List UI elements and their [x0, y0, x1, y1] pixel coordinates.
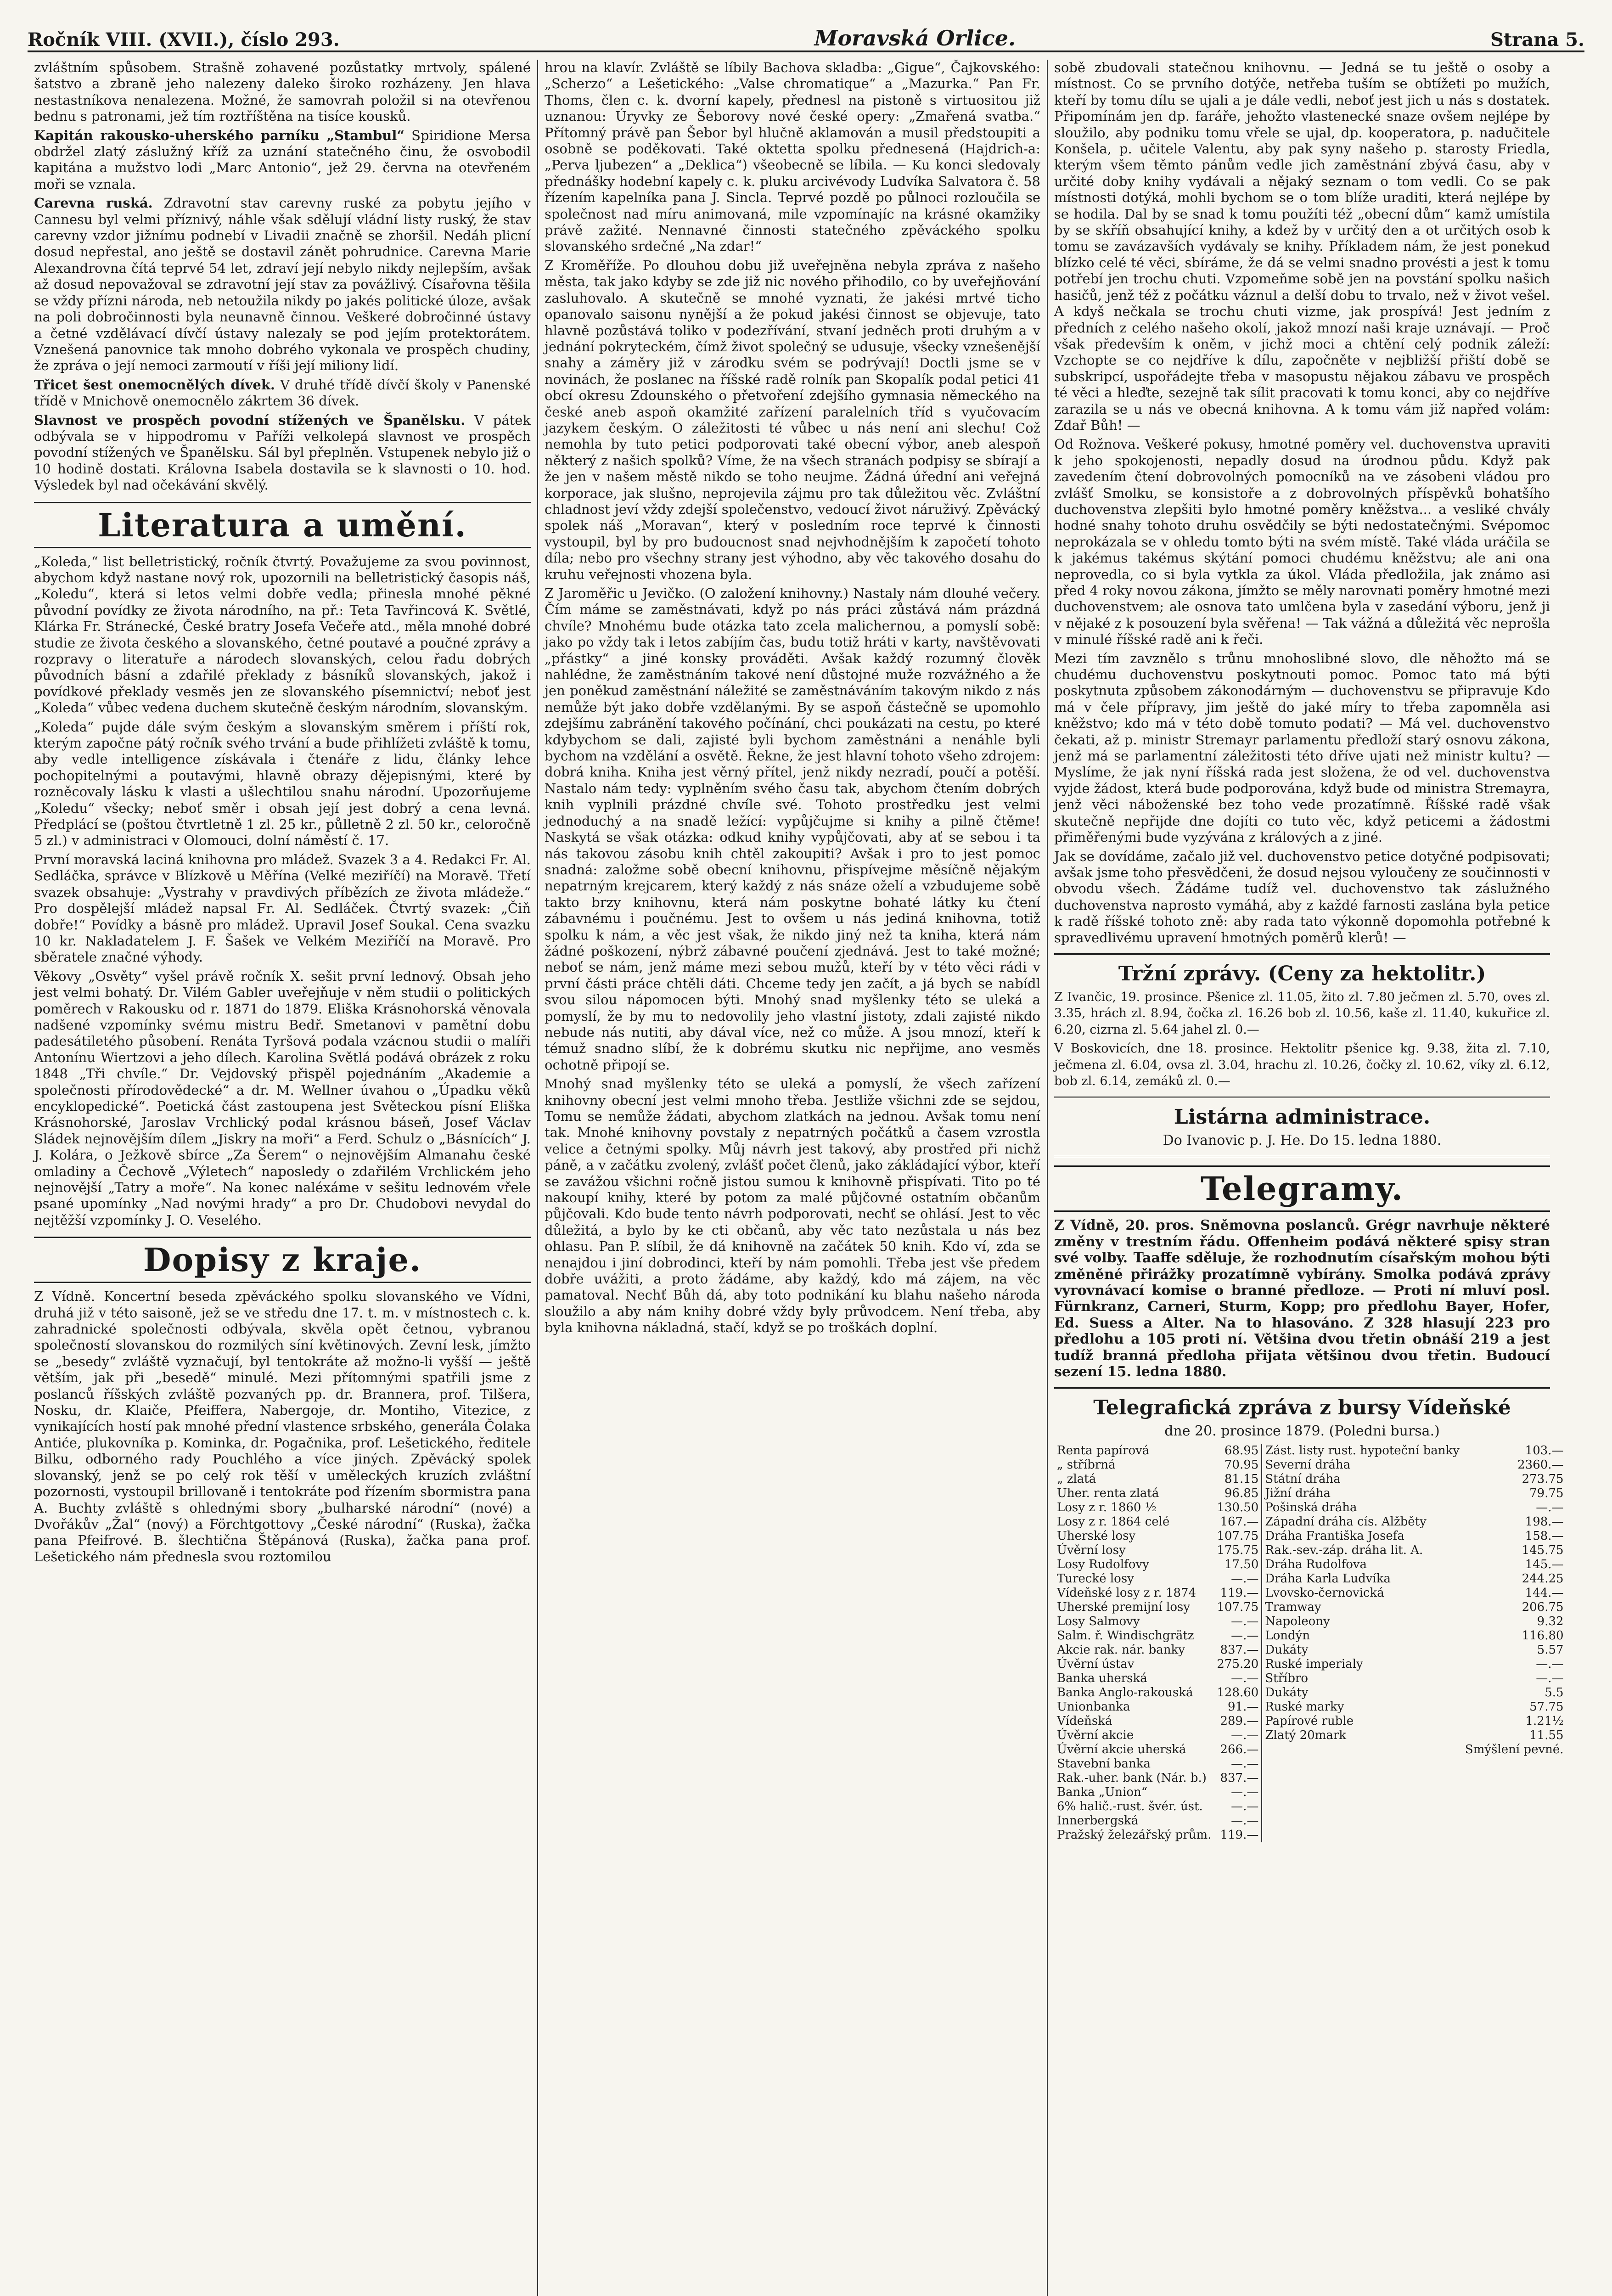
article-tricet	[34, 377, 531, 410]
bourse-left-value: —.—	[1231, 1728, 1259, 1743]
bourse-row	[1054, 1486, 1567, 1501]
bourse-right-value: 144.—	[1525, 1586, 1564, 1600]
bourse-row	[1054, 1757, 1567, 1771]
bourse-row	[1054, 1714, 1567, 1728]
bourse-row	[1054, 1629, 1567, 1643]
bourse-left-name: Rak.-uher. bank (Nár. b.)	[1057, 1771, 1207, 1785]
bourse-right-value: 103.—	[1525, 1444, 1564, 1458]
bourse-right-value: 273.75	[1522, 1472, 1564, 1486]
bourse-row	[1054, 1814, 1567, 1828]
header-issue: Ročník VIII. (XVII.), číslo 293.	[28, 29, 340, 51]
article-text: sobě zbudovali statečnou knihovnu. — Jedná se tu ještě o osoby a místnost. Co se prvního dotýče, netřeba tuším se obtížeti po mužích, kteří by tomu dílu se ujali a je dále vedli, neboť jest jich u nás s dostatek. Připomínám jen dp. faráře, jehožto vlastenecké snaze ovšem nejlépe by sloužilo, aby podniku tomu vřele se ujal, dp. kooperatora, p. nadučitele Konšela, p. učitele Valentu, aby pak syny našeho p. starosty Friedla, kterým všem těmto pánům vedle jich zaměstnání zbývá času, aby v určité doby knihy vydávali a nějaký seznam o tom vedli. Co se pak místnosti dotýká, mohli bychom se o tom blíže uraditi, která nejlépe by se hodila. Dal by se snad k tomu použíti též „obecní dům“ kamž umístila by se skříň obsahující knihy, a kdež by v určitý den a ot určitých osob k tomu se zavázavších vydávaly se knihy. Příkladem nám, že jest ponekud blízko celé té věci, sbíráme, že dá se velmi snadno provésti a jest k tomu potřebí jen trochu chuti. Vzpomeňme sobě jen na povstání spolku našich hasičů, jenž též z počátku váznul a delší dobu to trvalo, než v život vešel. A kdyš nečkala se trochu chuti vizme, jak prospívá! Jest jedním z předních z celého našeho okolí, jakož mnozí naši kraje uznávají. — Proč však především k oněm, v jichž moci a chtění celý podnik záleží: Vzchopte se co nejdříve k dílu, započněte v nejbližší přiští době se subskripcí, uspořádejte třeba v masopustu nějakou zábavu ve prospěch té věci a hleďte, sezejně tak sílit pracovati k tomu konci, aby co nejdříve zarazila se u nás ve obecná knihovna. A k tomu vám již napřed volám: Zdař Bůh! —	[1054, 60, 1550, 433]
bourse-left-value: —.—	[1231, 1757, 1259, 1771]
bourse-left-value: 130.50	[1217, 1501, 1259, 1515]
bourse-left-value: 119.—	[1220, 1828, 1259, 1842]
bourse-row	[1054, 1671, 1567, 1686]
bourse-left-value: —.—	[1231, 1814, 1259, 1828]
bourse-left-name: Banka „Union“	[1057, 1785, 1148, 1800]
bourse-left-name: Vídeňská	[1057, 1714, 1112, 1728]
bourse-right-value: 145.75	[1522, 1543, 1564, 1558]
page-header	[28, 18, 1584, 52]
bourse-left-name: Úvěrní ústav	[1057, 1657, 1135, 1671]
bourse-right-name: Západní dráha cís. Alžběty	[1262, 1515, 1462, 1529]
column-2	[537, 60, 1047, 2296]
bourse-left-value: 128.60	[1217, 1686, 1259, 1700]
bourse-right-name: Lvovsko-černovická	[1262, 1586, 1462, 1600]
bourse-row	[1054, 1572, 1567, 1586]
article-text: Jak se dovídáme, začalo již vel. duchovenstvo petice dotyčné podpisovati; avšak jsme toho přesvědčeni, že dosud nejsou vyloučeny ze součinnosti v obvodu všech. Žádáme tudíž vel. duchovenstvo tak záslužného duchovenstva naprosto vymáhá, aby z každé farnosti zaslána byla petice k radě říšské tohoto zně: aby rada tato výkonně dopomohla potřebné k spravedlivému upravení hmotných poměrů klerů! —	[1054, 848, 1550, 945]
bourse-right-name: Ruské marky	[1262, 1700, 1462, 1714]
bourse-row	[1054, 1472, 1567, 1486]
admin-text: Do Ivanovic p. J. He. Do 15. ledna 1880.	[1163, 1132, 1442, 1149]
bourse-left-value: —.—	[1231, 1629, 1259, 1643]
bourse-right-name: Dukáty	[1262, 1643, 1462, 1657]
bourse-left-value: 81.15	[1224, 1472, 1259, 1486]
column-1	[28, 60, 537, 2296]
bourse-left-name: Losy Salmovy	[1057, 1615, 1140, 1629]
market-reports	[1054, 989, 1550, 1089]
bourse-right-name	[1262, 1800, 1462, 1814]
bourse-right-name: Státní dráha	[1262, 1472, 1462, 1486]
bourse-right-name: Dráha Rudolfova	[1262, 1558, 1462, 1572]
page-number: Strana 5.	[1490, 29, 1584, 51]
bourse-right-value: —.—	[1536, 1671, 1564, 1686]
bourse-subtitle: dne 20. prosince 1879. (Poledni bursa.)	[1164, 1423, 1440, 1440]
bourse-right-value: 79.75	[1529, 1486, 1564, 1501]
bourse-right-value: 1.21½	[1525, 1714, 1564, 1728]
bourse-left-value: 266.—	[1220, 1743, 1259, 1757]
bourse-left-name: Unionbanka	[1057, 1700, 1130, 1714]
bourse-row	[1054, 1529, 1567, 1543]
bourse-right-name	[1262, 1757, 1462, 1771]
bourse-right-value: 5.5	[1545, 1686, 1564, 1700]
bourse-left-name: 6% halič.-rust. švér. úst.	[1057, 1800, 1203, 1814]
bourse-left-name: Úvěrní losy	[1057, 1543, 1126, 1558]
divider	[1054, 953, 1550, 955]
bourse-left-value: —.—	[1231, 1785, 1259, 1800]
bourse-left-value: 91.—	[1228, 1700, 1259, 1714]
article-carevna	[34, 195, 531, 374]
bourse-row	[1054, 1501, 1567, 1515]
bourse-right-name: Papírové ruble	[1262, 1714, 1462, 1728]
masthead-title: Moravská Orlice.	[814, 26, 1016, 51]
bourse-row	[1054, 1615, 1567, 1629]
bourse-right-value: 116.80	[1522, 1629, 1564, 1643]
article-body: V pátek odbývala se v hippodromu v Paříži velkolepá slavnost ve prospěch povodní stížených ve Španělsku. Sál byl přeplněn. Vstupenek nebylo již o 10 hodině dostati. Královna Isabela dostavila se k slavnosti o 10. hod. Výsledek byl nad očekávání skvělý.	[34, 412, 531, 493]
article-heading: Třicet šest onemocnělých dívek.	[34, 377, 275, 393]
bourse-left-name: Pražský železářský prům.	[1057, 1828, 1212, 1842]
bourse-title: Telegrafická zpráva z bursy Vídeňské	[1093, 1396, 1511, 1420]
newspaper-page	[28, 18, 1584, 2296]
bourse-right-value	[1462, 1800, 1567, 1814]
bourse-right-name: Napoleony	[1262, 1615, 1462, 1629]
bourse-right-name: Dráha Karla Ludvíka	[1262, 1572, 1462, 1586]
bourse-right-value: 11.55	[1529, 1728, 1564, 1743]
bourse-left-name: Turecké losy	[1057, 1572, 1134, 1586]
market-boskovice: V Boskovicích, dne 18. prosince. Hektolitr pšenice kg. 9.38, žita zl. 7.10, ječmena zl. 6.04, ovsa zl. 3.04, hrachu zl. 10.26, čočky zl. 10.62, víky zl. 6.12, bob zl. 6.14, zemáků zl. 0.—	[1054, 1041, 1550, 1088]
bourse-right-value	[1462, 1814, 1567, 1828]
bourse-right-value: 9.32	[1537, 1615, 1564, 1629]
bourse-right-name	[1262, 1814, 1462, 1828]
article-roznov: Od Rožnova. Veškeré pokusy, hmotné poměry vel. duchovenstva upraviti k jeho spokojenosti, nepadly dosud na úrodnou půdu. Když pak zavedením čtení dobrovolných pomocníků na ve zásobeni vládou pro zvlášť Smolku, se konsistoře a z dobrovolných příspěvků bohatšího duchovenstva zlepšiti bylo hmotné poměry kněžstva... a vesliké chvály hodné snahy tohoto druhu osvědčily se býti nedostatečnými. Svépomoc neprokázala se v ohledu tomto býti na svém místě. Také vláda uráčila se k jakémus takémus skýtání pomoci chudému kněžstvu; ale ani ona neprovedla, co si byla vytkla za úkol. Vláda předložila, jak známo asi před 4 roky novou zákona, jímžto se měly narovnati poměry hmotné mezi duchovenstvem; ale osnova tato umlčena byla v zasedání výboru, jenž ji v nějaké z k posouzení byla svěřena! — Tak vážná a důležitá věc neprošla v minulé říšské radě ani k řeči.	[1054, 436, 1550, 647]
bourse-left-name: Losy z r. 1864 celé	[1057, 1515, 1170, 1529]
article-heading: Slavnost ve prospěch povodní stížených ve Španělsku.	[34, 412, 466, 428]
bourse-left-name: Banka Anglo-rakouská	[1057, 1686, 1193, 1700]
bourse-right-name: Dukáty	[1262, 1686, 1462, 1700]
article-text: Mnohý snad myšlenky této se uleká a pomyslí, že všech zařízení knihovny obecní jest velmi mnoho třeba. Jestliže všichni zde se sejdou, Tomu se nemůže žádati, abychom zlatkách na jednou. Avšak tomu není tak. Mnohé knihovny povstaly z nepatrných počátků a časem vzrostla velice a četnými spolky. Můj návrh jest takový, aby prostřed při nichž páně, a v začátku zvolený, zvlášť počet členů, jako zákládající výbor, kteří se zavážou všichni ročně jistou sumou k knihovně přispívati. Tito po té nakoupí knihy, které by potom za malé půjčovné ostatním občanům půjčovali. Kdo bude tento návrh podporovati, nechť se ohlásí. Jest to věc důležitá, a bylo by ke cti občanů, aby věc tato nezůstala u nás bez ohlasu. Pan P. slíbil, že dá knihovně na začátek 50 knih. Kdo ví, zda se nenajdou i jiní dobrodinci, kteří by nám pomohli. Třeba jest vše předem dobře uvážiti, a proto žádáme, aby každý, kdo má zájem, na věc pamatoval. Nechť Bůh dá, aby toto podnikání ku blahu našeho národa sloužilo a aby nám knihy dobré vždy byly průvodcem. Není třeba, aby byla knihovna nákladná, stačí, když se po troškách doplní.	[545, 1076, 1040, 1336]
bourse-left-name: Salm. ř. Windischgrätz	[1057, 1629, 1194, 1643]
bourse-right-name: Jižní dráha	[1262, 1486, 1462, 1501]
bourse-left-name: Uherské premijní losy	[1057, 1600, 1191, 1615]
bourse-right-value: 145.—	[1525, 1558, 1564, 1572]
bourse-right-value: 158.—	[1525, 1529, 1564, 1543]
bourse-row	[1054, 1444, 1567, 1458]
bourse-left-name: Losy z r. 1860 ½	[1057, 1501, 1157, 1515]
bourse-right-name: Zást. listy rust. hypoteční banky	[1262, 1444, 1462, 1458]
bourse-left-value: 17.50	[1224, 1558, 1259, 1572]
bourse-right-value	[1462, 1757, 1567, 1771]
bourse-left-value: 167.—	[1220, 1515, 1259, 1529]
bourse-left-value: 289.—	[1220, 1714, 1259, 1728]
article-body: Spiridione Mersa obdržel zlatý záslužný kříž za uznání statečného činu, že osvobodil kapitána a mužstvo lodi „Marc Antonio“, jež 29. června na otevřeném moři se vznala.	[34, 127, 531, 192]
bourse-left-name: Renta papírová	[1057, 1444, 1150, 1458]
bourse-right-name: Zlatý 20mark	[1262, 1728, 1462, 1743]
bourse-left-name: „ stříbrná	[1057, 1458, 1116, 1472]
literatura-text: „Koleda“ pujde dále svým českým a slovanským směrem i příští rok, kterým započne pátý ročník svého trvání a bude přihlížeti zvláště k tomu, aby vedle intelligence získávala i čtenáře z lidu, články lehce pochopitelnými a poutavými, hlavně obrazy dějepisnými, které by rozněcovaly lásku k vlasti a ušlechtilou snahu národní. Upozorňujeme „Koledu“ všecky; neboť směr i obsah její jest dobrý a cena levná. Předplácí se (poštou čtvrtletně 1 zl. 25 kr., půlletně 2 zl. 50 kr., celoročně 5 zl.) v administraci v Olomouci, dolní náměstí č. 17.	[34, 719, 531, 849]
bourse-left-value: 175.75	[1217, 1543, 1259, 1558]
bourse-right-value	[1462, 1785, 1567, 1800]
bourse-row	[1054, 1771, 1567, 1785]
section-title-dopisy: Dopisy z kraje.	[34, 1237, 531, 1283]
bourse-right-name	[1262, 1771, 1462, 1785]
divider	[1054, 1097, 1550, 1098]
bourse-left-value: 107.75	[1217, 1600, 1259, 1615]
bourse-left-name: Stavební banka	[1057, 1757, 1151, 1771]
bourse-left-value: —.—	[1231, 1671, 1259, 1686]
bourse-right-value: Smýšlení pevné.	[1465, 1743, 1564, 1757]
article-kapitan	[34, 128, 531, 193]
bourse-row	[1054, 1785, 1567, 1800]
bourse-left-value: 837.—	[1220, 1643, 1259, 1657]
bourse-right-name: Ruské imperialy	[1262, 1657, 1462, 1671]
bourse-right-value: 206.75	[1522, 1600, 1564, 1615]
dopisy-text: Z Vídně. Koncertní beseda zpěváckého spolku slovanského ve Vídni, druhá již v této saisoně, jež se ve středu dne 17. t. m. v místnostech c. k. zahradnické společnosti odbývala, skvěla opět četnou, vybranou společností slovanskou do rozmilých síní květinových. Zevní lesk, jímžto se „besedy“ zvláště vyznačují, byl tentokráte až možno-li vyšší — ještě větším, jak při „besedě“ minulé. Mezi přítomnými spatřili jsme z poslanců říšských zvláště pozvaných pp. dr. Brannera, prof. Tilšera, Nosku, dr. Klaiče, Pfeiffera, Nabergoje, dr. Montiho, Vitezice, z vynikajících hostí pak mnohé přední vlastence srbského, generála Čolaka Antiće, plukovníka p. Kominka, dr. Pogačnika, prof. Lešetického, ředitele Bilku, odborného rady Pouchlého a více jiných. Zpěvácký spolek slovanský, jenž se po celý rok těší v uměleckých kruzích zvláštní pozornosti, vystoupil brillovaně i tentokráte pod řízením sbormistra pana A. Buchty zvláště s ohlednými sbory „bulharské národní“ (nové) a Dvořákův „Žal“ (nový) a Förchtgottovy „České národní“ (Ruska), žačka pana Pfeifrové. B. šlechtična Štěpánová (Ruska), žačka pana prof. Lešetického nám přednesla svou roztomilou	[34, 1289, 531, 1564]
market-title: Tržní zprávy. (Ceny za hektolitr.)	[1118, 962, 1486, 985]
bourse-left-name: Uherské losy	[1057, 1529, 1136, 1543]
bourse-right-name: Severní dráha	[1262, 1458, 1462, 1472]
bourse-left-value: 68.95	[1224, 1444, 1259, 1458]
bourse-right-value: 244.25	[1522, 1572, 1564, 1586]
bourse-right-value: 2360.—	[1517, 1458, 1564, 1472]
bourse-left-name: Úvěrní akcie	[1057, 1728, 1134, 1743]
bourse-right-name	[1262, 1785, 1462, 1800]
bourse-right-name: Dráha Františka Josefa	[1262, 1529, 1462, 1543]
bourse-left-value: 70.95	[1224, 1458, 1259, 1472]
bourse-left-name: Losy Rudolfovy	[1057, 1558, 1149, 1572]
article-text: hrou na klavír. Zvláště se líbily Bachova skladba: „Gigue“, Čajkovského: „Scherzo“ a Lešetického: „Valse chromatique“ a „Mazurka.“ Pan Fr. Thoms, člen c. k. dvorní kapely, přednesl na pistoně s virtuositou již uznanou: Úryvky ze Šeborovy nové české opery: „Zmařená svatba.“ Přítomný právě pan Šebor byl hlučně aklamován a musil předstoupiti a osobně se poděkovati. Také oktetta spolku přednesená (Hajdrich-a: „Perva ljubezen“ a „Deklica“) všeobecně se líbila. — Ku konci sledovaly přednášky hodební kapely c. k. pluku arcivévody Ludvíka Salvatora č. 58 řízením kapelníka pana J. Sincla. Teprvé pozdě po půlnoci rozloučila se společnost nad míru animovaná, mile vzpomínajíc na krásné okamžiky právě zažité. Nennavné činnosti statečného zpěváckého spolku slovanského srdečné „Na zdar!“	[545, 60, 1040, 254]
admin-title: Listárna administrace.	[1174, 1105, 1431, 1129]
section-title-literatura: Literatura a umění.	[34, 502, 531, 548]
bourse-row	[1054, 1828, 1567, 1842]
bourse-left-value: —.—	[1231, 1572, 1259, 1586]
telegram-text: Z Vídně, 20. pros. Sněmovna poslanců. Grégr navrhuje některé změny v trestním řádu. Offenheim podává některé spisy stran své volby. Taaffe sděluje, že rozhodnutím císařským mohou býti změněné přirážky prozatímně vybírány. Smolka podává zprávy vyrovnávací komise o branné předloze. — Proti ní mluví posl. Fürnkranz, Carneri, Sturm, Kopp; pro předlohu Bayer, Hofer, Ed. Suess a Alter. Na to hlasováno. Z 328 hlasují 223 pro předlohu a 105 proti ní. Většina dvou třetin obnáší 219 a jest tudíž branná předloha přijata většinou dvou třetin. Budoucí sezení 15. ledna 1880.	[1054, 1217, 1550, 1380]
article-heading: Carevna ruská.	[34, 195, 153, 211]
article-slavnost	[34, 412, 531, 494]
bourse-right-value: —.—	[1536, 1657, 1564, 1671]
divider	[1054, 1387, 1550, 1389]
bourse-left-value: —.—	[1231, 1615, 1259, 1629]
bourse-left-value: 275.20	[1217, 1657, 1259, 1671]
bourse-row	[1054, 1643, 1567, 1657]
bourse-row	[1054, 1558, 1567, 1572]
literatura-text: Věkovy „Osvěty“ vyšel právě ročník X. sešit první lednový. Obsah jeho jest velmi bohatý. Dr. Vilém Gabler uveřejňuje v něm studii o politických poměrech v Rakousku od r. 1871 do 1879. Eliška Krásnohorská věnovala nadšené vzpomínky svému mistru Bedř. Smetanovi v pamětní dobu padesátiletého působení. Renáta Tyršová podala vzácnou studii o malíři Antonínu Wiertzovi a jeho dílech. Karolina Světlá podává obrázek z roku 1848 „Tři chvíle.“ Dr. Vejdovský přispěl pojednáním „Akademie a společnosti přírodovědecké“ a dr. M. Wellner úvahou o „Úpadku věků encyklopedické“. Poetická část zastoupena jest Světeckou písní Eliška Krásnohorské, Jaroslav Vrchlický podal krásnou báseň, Josef Václav Sládek nejnovějším dílem „Jiskry na moři“ a Ferd. Schulz o „Básnících“ J. J. Kolára, o Ježkově sbírce „Za Šerem“ o nejnovějším Almanahu české omladiny a Čechově „Výletech“ naposledy o zdařilém Vrchlickém jeho nejnovější „Tatry a moře“. Na konec naléxáme v sešitu lednovém vřele psané upomínky „Nad novými hrady“ a pro Dr. Chudobovi nevydal do nejtěžší vzpomínky J. O. Veselého.	[34, 968, 531, 1228]
bourse-right-value: 198.—	[1525, 1515, 1564, 1529]
bourse-right-name	[1262, 1743, 1462, 1757]
bourse-right-name: Stříbro	[1262, 1671, 1462, 1686]
bourse-row	[1054, 1700, 1567, 1714]
telegrams-title: Telegramy.	[1054, 1165, 1550, 1212]
bourse-right-name: Rak.-sev.-záp. dráha lit. A.	[1262, 1543, 1462, 1558]
bourse-right-value: 5.57	[1537, 1643, 1564, 1657]
bourse-left-value: 96.85	[1224, 1486, 1259, 1501]
article-text: Mezi tím zavznělo s trůnu mnohoslibné slovo, dle něhožto má se chudému duchovenstvu poskytnouti pomoc. Pomoc tato má býti poskytnuta způsobem zákonodárným — duchovenstvu se připravuje Kdo má v čele přípravy, jim ještě do jaké míry to třeba zapomněla asi kněžstvo; kdo má v této době tomuto podati? — Má vel. duchovenstvo čekati, až p. ministr Stremayr parlamentu předloží starý osnovu zákona, jenž má se parlamentní záležitosti této dříve ujati než ministr kultu? — Myslíme, že jak nyní říšská rada jest složena, že od vel. duchovenstva vyjde žádost, která bude podporována, když bude od ministra Stremayra, jenž věci náboženské bez toho vede prozatímně. Říšské radě však skutečně nepřijde dne dojíti co tuto věc, když peticemi a žádostmi přiměřenými bude vyzývána z králových a z jiné.	[1054, 650, 1550, 845]
bourse-left-name: „ zlatá	[1057, 1472, 1096, 1486]
bourse-row	[1054, 1600, 1567, 1615]
bourse-row	[1054, 1686, 1567, 1700]
bourse-table	[1054, 1444, 1567, 1842]
bourse-right-value	[1462, 1828, 1567, 1842]
article-text: zvláštním spůsobem. Strašně zohavené pozůstatky mrtvoly, spálené šatstvo a zbraně jeho nalezeny daleko široko rozházeny. Jen hlava nestastníkova nenalezena. Možné, že samovrah položil si na otevřenou bednu s patronami, jež tím roztříštěna na tisíce kousků.	[34, 60, 531, 124]
market-ivancice: Z Ivančic, 19. prosince. Pšenice zl. 11.05, žito zl. 7.80 ječmen zl. 5.70, oves zl. 3.35, hrách zl. 8.94, čočka zl. 16.26 bob zl. 10.56, kaše zl. 11.40, kukuřice zl. 6.20, cizrna zl. 5.64 jahel zl. 0.—	[1054, 990, 1550, 1037]
bourse-left-value: —.—	[1231, 1800, 1259, 1814]
literatura-text: První moravská laciná knihovna pro mládež. Svazek 3 a 4. Redakci Fr. Al. Sedláčka, správce v Blízkově u Měřína (Velké meziříčí) na Moravě. Třetí svazek obsahuje: „Vystrahy v pravdivých příbězích ze života mládeže.“ Pro dospělejší mládež napsal Fr. Al. Sedláček. Čtvrtý svazek: „Čiň dobře!“ Povídky a básně pro mládež. Upravil Josef Soukal. Cena svazku 10 kr. Nakladatelem J. F. Šašek ve Velkém Meziříčí na Moravě. Pro sběratele značné výhody.	[34, 851, 531, 965]
bourse-row	[1054, 1728, 1567, 1743]
bourse-row	[1054, 1800, 1567, 1814]
bourse-right-name	[1262, 1828, 1462, 1842]
bourse-left-name: Úvěrní akcie uherská	[1057, 1743, 1186, 1757]
bourse-left-name: Banka uherská	[1057, 1671, 1147, 1686]
bourse-row	[1054, 1657, 1567, 1671]
article-body: Zdravotní stav carevny ruské za pobytu jejího v Cannesu byl velmi příznivý, náhle však sdělují vládní listy ruský, že stav carevny vzdor jižnímu podnebí v Livadii značně se zhoršil. Nedáh plicní dosud nepřestal, ano ještě se dostavil zánět pohrudnice. Carevna Marie Alexandrovna čítá teprvé 54 let, zdraví její nebylo nikdy nejlepším, avšak až dosud nepovažoval se zdravotní její stav za povážlivý. Císařovna těšila se vždy přízni národa, neb netoužila nikdy po jakés politické úloze, avšak na poli dobročinnosti byla neunavně činnou. Veškeré dobročinné ústavy a četné vzdělávací dívčí ústavy nalezaly se pod jejím protektorátem. Vznešená panovnice tak mnoho dobrého vykonala ve prospěch chudiny, že zpráva o její nemoci zarmoutí v říši její miliony lidí.	[34, 195, 531, 374]
bourse-left-value: 119.—	[1220, 1586, 1259, 1600]
bourse-right-name: Pošinská dráha	[1262, 1501, 1462, 1515]
bourse-row	[1054, 1543, 1567, 1558]
column-3	[1047, 60, 1564, 2296]
bourse-right-name: Londýn	[1262, 1629, 1462, 1643]
telegrams	[1054, 1217, 1550, 1380]
bourse-row	[1054, 1586, 1567, 1600]
bourse-row	[1054, 1515, 1567, 1529]
bourse-right-value: —.—	[1536, 1501, 1564, 1515]
bourse-right-value: 57.75	[1529, 1700, 1564, 1714]
bourse-left-value: 107.75	[1217, 1529, 1259, 1543]
bourse-left-name: Innerbergská	[1057, 1814, 1139, 1828]
bourse-right-value	[1462, 1771, 1567, 1785]
bourse-left-name: Akcie rak. nár. banky	[1057, 1643, 1185, 1657]
bourse-right-name: Tramway	[1262, 1600, 1462, 1615]
article-kromeriz: Z Kroměříže. Po dlouhou dobu již uveřejněna nebyla zpráva z našeho města, tak jako kdyby se zde již nic nového přihodilo, co by uveřejňování zasluhovalo. A skutečně se mnohé vyznati, že jakési mrtvé ticho opanovalo saisonu nynější a že pokud jakési činnost se objevuje, tato hlavně pozůstává toliko v podezřívání, stvaní jedněch proti druhým a v jednání pokryteckém, čímž život společný se udusuje, všecky vznešenější snahy a záměry již v zárodku svém se podrývají! Doctli jsme se v novinách, že poslanec na říšské radě rolník pan Skopalík podal petici 41 obcí okresu Zdounského o přetvoření zdejšího gymnasia německého na české aneb aspoň okamžité zařízení paralelních tříd s vyučovacím jazykem českým. O záležitosti té vůbec u nás není ani slechu! Což nemohla by tuto petici podporovati také obecní výbor, aneb alespoň některý z našich spolků? Víme, že na všech stranách podpisy se sbírají a že jen v našem městě nikdo se toho neujme. Žádná úřední ani veřejná korporace, jak slušno, neprojevila zájmu pro tak důležitou věc. Zvláštní chladnost jeví vždy zdejší společenstvo, vedoucí život náruživý. Zpěvácký spolek náš „Moravan“, který v posledním roce teprvé k činnosti vystoupil, byl by pro budoucnost snad nejvhodnějším k započetí tohoto díla; nebo pro všechny strany jest výhodno, aby věc takového dosahu do kruhu veřejnosti vhozena byla.	[545, 257, 1040, 582]
literatura-text: „Koleda,“ list belletristický, ročník čtvrtý. Považujeme za svou povinnost, abychom když nastane nový rok, upozornili na belletristický časopis náš, „Koledu“, která si letos velmi dobře vedla; přinesla mnohé pěkné původní povídky ze života národního, na př.: Teta Tavřincová K. Světlé, Klárka Fr. Stránecké, České bratry Josefa Večeře atd., měla mnohé dobré studie ze života českého a slovanského, četné poutavé a poučné zprávy a rozpravy o literatuře a národech slovanských, celou řadu dobrých původních básní a zdařilé překlady z básníků slovanských, jakož i povídkové překlady vesměs jen ze slovanského písemnictví; neboť jest „Koleda“ vůbec vedena duchem skutečně českým národním, slovanským.	[34, 553, 531, 716]
bourse-row	[1054, 1458, 1567, 1472]
article-jaromerice: Z Jaroměřic u Jevičko. (O založení knihovny.) Nastaly nám dlouhé večery. Čím máme se zaměstnávati, když po nás práci zůstává nám prázdná chvíle? Mnohému bude otázka tato zcela malichernou, a pomyslí sobě: jako po vždy tak i letos zabíjím čas, budu totiž hráti v karty, navštěvovati „přástky“ a jiné konsky prováděti. Avšak každý rozumný člověk nahlédne, že zaměstnáním takové není důstojné muže rozvážného a že jen poněkud zaměstnání náležité se zaměstnáváním takovým nikdo z nás nemůže být jako dobře vzdělanými. By se aspoň částečně se upomohlo zdejšímu zabránění takového počínání, chci poukázati na cestu, po které kdybychom se dali, zajisté byli bychom zaměstnáni a nenáhle byli bychom na vzdělání a osvětě. Řekne, že jest hlavní tohoto všeho zdrojem: dobrá kniha. Kniha jest věrný přítel, jenž nikdy nezradí, poučí a potěší. Nastalo nám tedy: vyplněním svého času tak, abychom čtením dobrých knih vyplnili prázdné chvíle své. Tohoto prostředku jest velmi jednoduchý a na snadě ležící: vypůjčujme si knihy a pilně čtěme! Naskytá se však otázka: odkud knihy vypůjčovati, aby ať se sebou i ta nás takovou zásobu knih chtěl zakoupiti? Avšak i pro to jest pomoc snadná: založme sobě obecní knihovnu, přispívejme měsíčně nějakým nepatrným krejcarem, který každý z nás snáze oželí a vzbudujeme sobě takto brzy knihovnu, která nám poskytne bohaté látky ku čtení zábavnému i poučnému. Jest to ovšem u nás jediná knihovna, totiž spolku k nám, a věc jest však, že nikdo jiný než ta kniha, která nám žádné poškození, nýbrž zábavné poučení zjednává. Jest to také možné; neboť se nám, jenž máme mezi sebou mužů, kteří by v této věci rádi v první části práce chtěli dáti. Chceme tedy jen začít, a já bych se nabídl svou silou nápomocen býti. Mnohý snad myšlenky této se uleká a pomyslí, že by mu to nedovolily jeho vlastní jistoty, zdali zajisté nikdo nebude nás nutiti, aby dával více, než co může. A jsou mnozí, kteří k témuž snadno slíbí, že k dobrému skutku nic nepřijme, ano vesměs ochotně připojí se.	[545, 585, 1040, 1073]
divider	[1054, 1156, 1550, 1157]
bourse-left-value: 837.—	[1220, 1771, 1259, 1785]
bourse-left-name: Vídeňské losy z r. 1874	[1057, 1586, 1196, 1600]
bourse-left-name: Uher. renta zlatá	[1057, 1486, 1159, 1501]
bourse-row	[1054, 1743, 1567, 1757]
article-body: V druhé třídě dívčí školy v Panenské třídě v Mnichově onemocnělo zákrtem 36 dívek.	[34, 377, 531, 409]
article-heading: Kapitán rakousko-uherského parníku „Stambul“	[34, 127, 405, 143]
